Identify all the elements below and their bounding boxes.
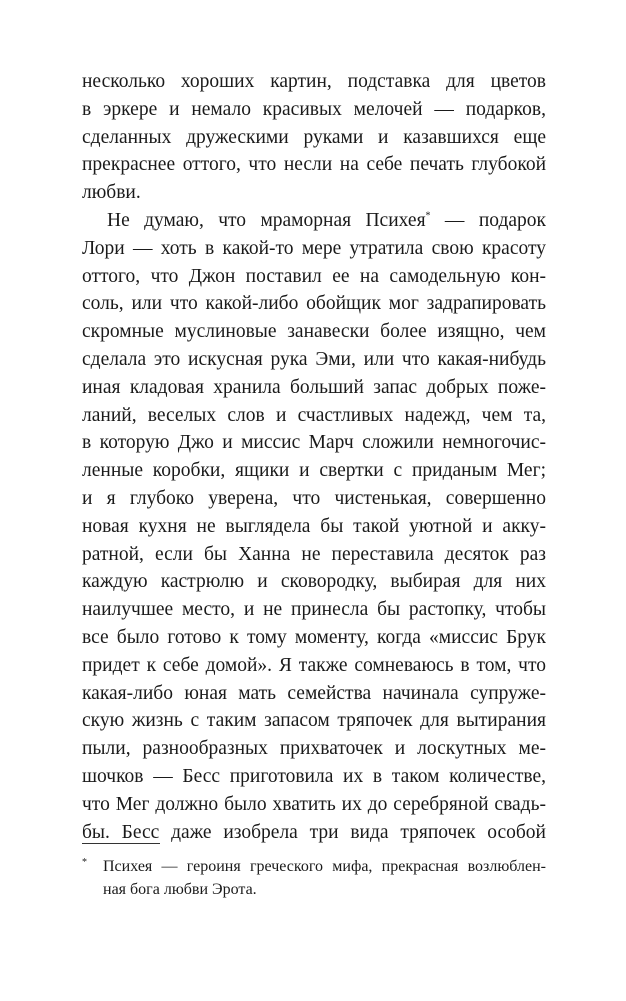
text-line: Лори — хоть в какой-то мере утратила свою красоту — [82, 237, 546, 259]
text-line: ленные коробки, ящики и свертки с приданым Мег; — [82, 460, 546, 482]
text-line: наилучшее место, и не принесла бы растопку, чтобы — [82, 599, 546, 621]
text-line: все было готово к тому моменту, когда «миссис Брук — [82, 627, 546, 648]
footnote-text: Психея — героиня греческого мифа, прекрасная возлюблен- — [103, 858, 546, 875]
text-line: ратной, если бы Ханна не переставила десяток раз — [82, 543, 546, 565]
text-line: шочков — Бесс приготовила их в таком количестве, — [82, 766, 546, 787]
text-line: сделанных дружескими руками и казавшихся еще — [82, 126, 546, 148]
footnote-line: ная бога любви Эрота. — [103, 881, 257, 898]
text-line: ланий, веселых слов и счастливых надежд, чем та, — [82, 404, 546, 426]
text-line: в эркере и немало красивых мелочей — подарков, — [82, 98, 546, 120]
text-line: новая кухня не выглядела бы такой уютной и акку- — [82, 515, 546, 537]
text-line: какая-либо юная мать семейства начинала супруже- — [82, 682, 546, 704]
text-line: скромные муслиновые занавески более изящно, чем — [82, 321, 546, 343]
text-line: соль, или что какой-либо обойщик мог задрапировать — [82, 293, 546, 315]
text-line: в которую Джо и миссис Марч сложили немногочис- — [82, 432, 546, 454]
footnote-mark: * — [82, 857, 87, 868]
text-line: и я глубоко уверена, что чистенькая, совершенно — [82, 488, 546, 509]
text-line: придет к себе домой». Я также сомневаюсь в том, что — [82, 654, 546, 676]
text-line: несколько хороших картин, подставка для цветов — [82, 71, 546, 92]
text-line: оттого, что Джон поставил ее на самодельную кон- — [82, 265, 546, 287]
text-line: пыли, разнообразных прихваточек и лоскутных ме- — [82, 738, 546, 760]
text-line: сделала это искусная рука Эми, или что какая-нибудь — [82, 349, 546, 370]
text-fragment: — подарок — [430, 210, 546, 231]
footnote-line — [82, 855, 546, 878]
text-line-psyche — [107, 207, 546, 235]
text-line: иная кладовая хранила больший запас добрых поже- — [82, 376, 546, 398]
text-line: каждую кастрюлю и сковородку, выбирая для них — [82, 571, 546, 593]
footnote-reference: * — [425, 210, 431, 222]
text-line: прекраснее оттого, что несли на себе печать глубокой — [82, 154, 546, 176]
text-fragment: Не думаю, что мраморная Психея — [107, 210, 426, 231]
text-line: что Мег должно было хватить их до серебряной свадь- — [82, 793, 546, 815]
text-line: скую жизнь с таким запасом тряпочек для вытирания — [82, 710, 546, 732]
text-line: бы. Бесс даже изобрела три вида тряпочек особой — [82, 821, 546, 843]
text-line: любви. — [82, 182, 141, 204]
